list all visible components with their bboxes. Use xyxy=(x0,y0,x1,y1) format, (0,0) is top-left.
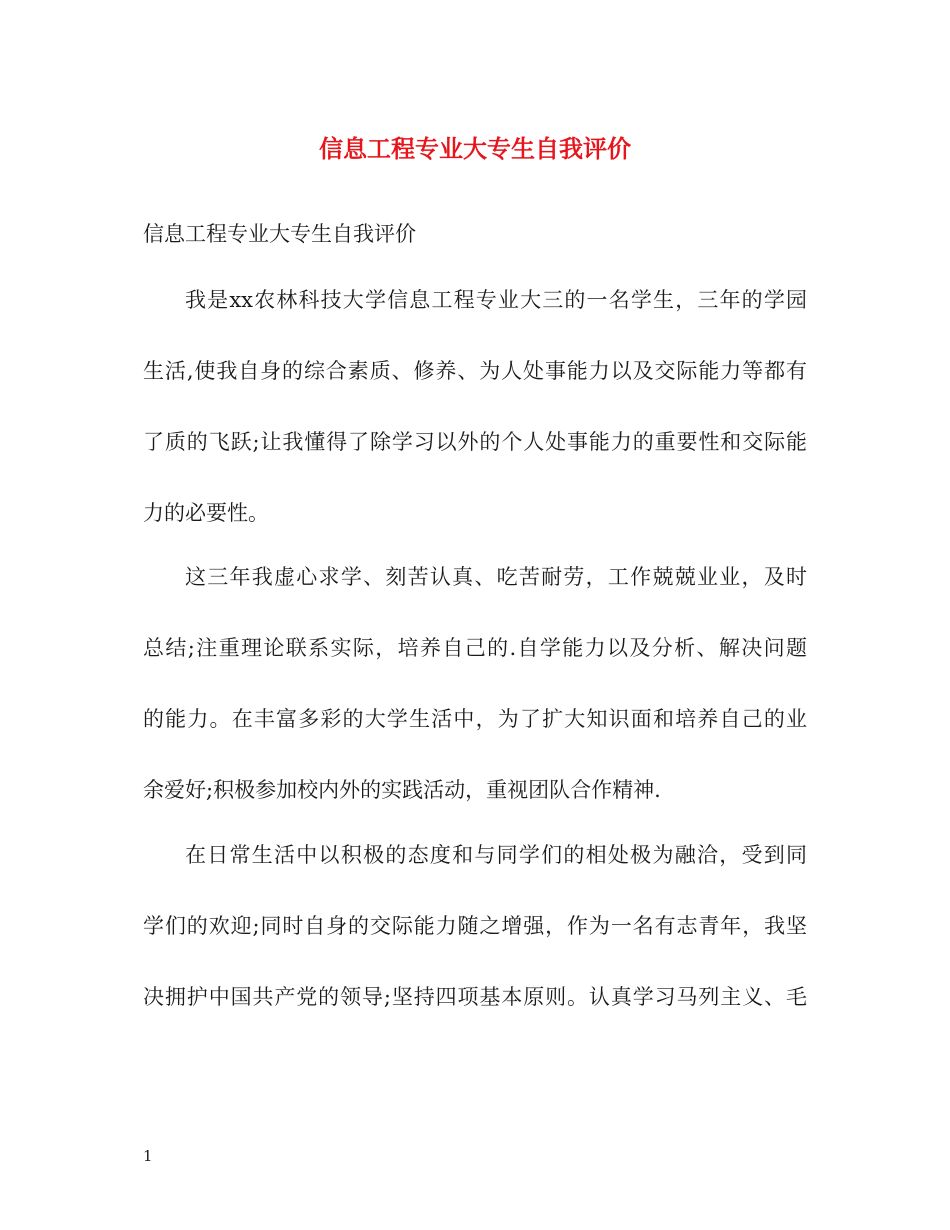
document-subtitle: 信息工程专业大专生自我评价 xyxy=(143,222,416,246)
paragraph-2-line-1: 这三年我虚心求学、刻苦认真、吃苦耐劳，工作兢兢业业，及时 xyxy=(185,565,807,589)
page-number: 1 xyxy=(143,1147,153,1165)
paragraph-2-line-4: 余爱好;积极参加校内外的实践活动，重视团队合作精神. xyxy=(143,778,661,802)
document-title: 信息工程专业大专生自我评价 xyxy=(319,134,631,163)
paragraph-3-line-1: 在日常生活中以积极的态度和与同学们的相处极为融洽，受到同 xyxy=(185,843,807,867)
paragraph-1-line-3: 了质的飞跃;让我懂得了除学习以外的个人处事能力的重要性和交际能 xyxy=(143,430,807,454)
paragraph-3-line-3: 决拥护中国共产党的领导;坚持四项基本原则。认真学习马列主义、毛 xyxy=(143,985,807,1009)
paragraph-2-line-3: 的能力。在丰富多彩的大学生活中，为了扩大知识面和培养自己的业 xyxy=(143,707,807,731)
paragraph-1-line-2: 生活,使我自身的综合素质、修养、为人处事能力以及交际能力等都有 xyxy=(143,359,807,383)
paragraph-3-line-2: 学们的欢迎;同时自身的交际能力随之增强，作为一名有志青年，我坚 xyxy=(143,914,807,938)
paragraph-2-line-2: 总结;注重理论联系实际，培养自己的.自学能力以及分析、解决问题 xyxy=(143,636,807,660)
paragraph-1-line-1: 我是xx农林科技大学信息工程专业大三的一名学生，三年的学园 xyxy=(185,288,807,312)
paragraph-1-line-4: 力的必要性。 xyxy=(143,501,269,525)
